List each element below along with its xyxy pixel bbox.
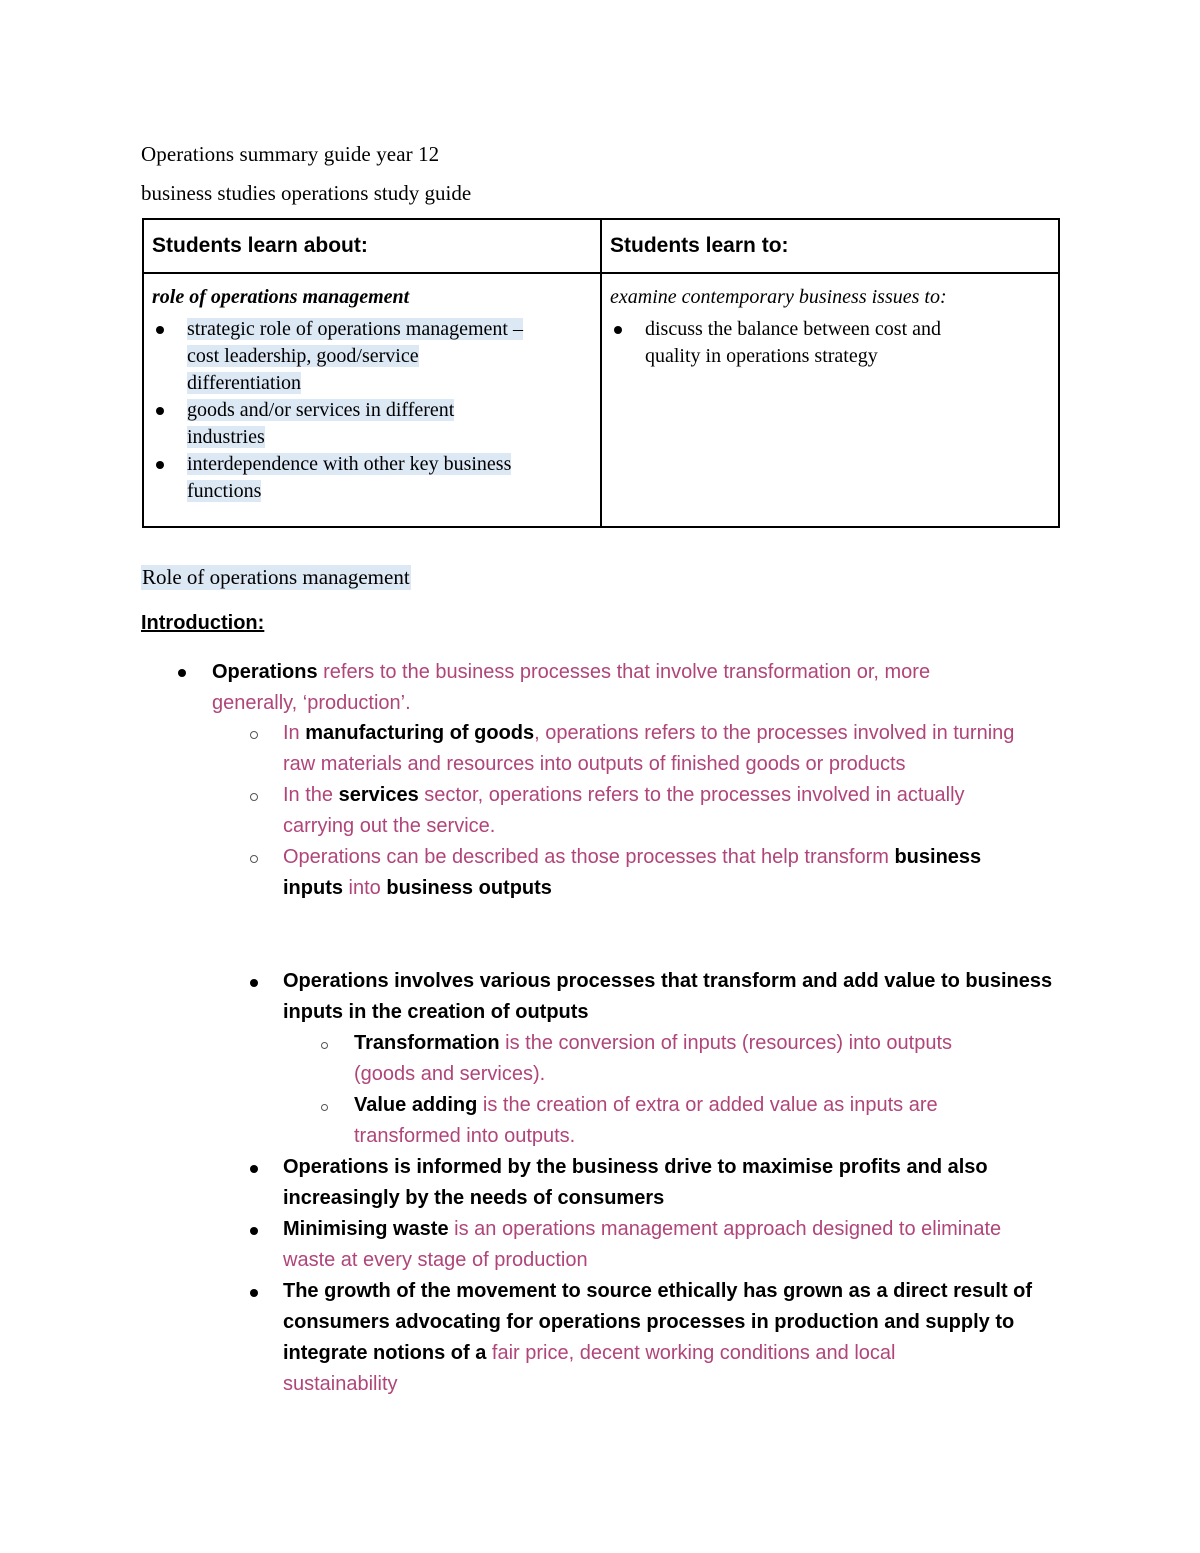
list-item-continuation: integrate notions of a fair price, decent working conditions and local: [283, 1342, 896, 1364]
list-item: Value adding is the creation of extra or added value as inputs are: [354, 1094, 938, 1116]
list-item-continuation: inputs in the creation of outputs: [283, 1001, 589, 1023]
section-title: Role of operations management: [142, 565, 410, 589]
list-item-continuation: generally, ‘production’.: [212, 692, 411, 714]
col2-header: Students learn to:: [601, 219, 1059, 273]
list-item: The growth of the movement to source ethically has grown as a direct result of: [283, 1280, 1033, 1302]
list-item: interdependence with other key business functions: [152, 451, 592, 505]
document-subtitle: business studies operations study guide: [141, 181, 472, 205]
bullet-icon: [250, 979, 258, 987]
list-item: Operations is informed by the business drive to maximise profits and also: [283, 1156, 988, 1178]
list-item: Operations refers to the business processes that involve transformation or, more: [212, 661, 931, 683]
col1-header: Students learn about:: [143, 219, 601, 273]
circle-bullet-icon: [321, 1042, 328, 1049]
col1-heading: role of operations management: [152, 286, 410, 308]
circle-bullet-icon: [250, 793, 258, 801]
list-item-continuation: carrying out the service.: [283, 815, 496, 837]
list-item: Minimising waste is an operations management approach designed to eliminate: [283, 1218, 1002, 1240]
list-item-continuation: raw materials and resources into outputs of finished goods or products: [283, 753, 906, 775]
list-item-continuation: waste at every stage of production: [283, 1249, 588, 1271]
circle-bullet-icon: [321, 1104, 328, 1111]
list-item-continuation: (goods and services).: [354, 1063, 546, 1085]
list-item: Operations can be described as those processes that help transform business: [283, 846, 982, 868]
list-item-continuation: consumers advocating for operations processes in production and supply to: [283, 1311, 1015, 1333]
intro-heading: Introduction:: [141, 612, 265, 634]
list-item: In manufacturing of goods, operations refers to the processes involved in turning: [283, 722, 1015, 744]
bullet-icon: [250, 1165, 258, 1173]
col2-heading: examine contemporary business issues to:: [610, 286, 947, 308]
bullet-icon: [250, 1289, 258, 1297]
document-title: Operations summary guide year 12: [141, 142, 440, 166]
list-item: discuss the balance between cost and quality in operations strategy: [610, 316, 1050, 370]
bullet-icon: [250, 1227, 258, 1235]
circle-bullet-icon: [250, 855, 258, 863]
list-item: In the services sector, operations refers to the processes involved in actually: [283, 784, 965, 806]
list-item-continuation: increasingly by the needs of consumers: [283, 1187, 665, 1209]
list-item-continuation: transformed into outputs.: [354, 1125, 576, 1147]
list-item: Operations involves various processes that transform and add value to business: [283, 970, 1053, 992]
list-item-continuation: sustainability: [283, 1373, 398, 1395]
list-item: goods and/or services in different industries: [152, 397, 592, 451]
circle-bullet-icon: [250, 731, 258, 739]
bullet-icon: [178, 669, 186, 677]
list-item-continuation: inputs into business outputs: [283, 877, 552, 899]
list-item: strategic role of operations management – cost leadership, good/service differentiation: [152, 316, 592, 397]
list-item: Transformation is the conversion of inputs (resources) into outputs: [354, 1032, 953, 1054]
